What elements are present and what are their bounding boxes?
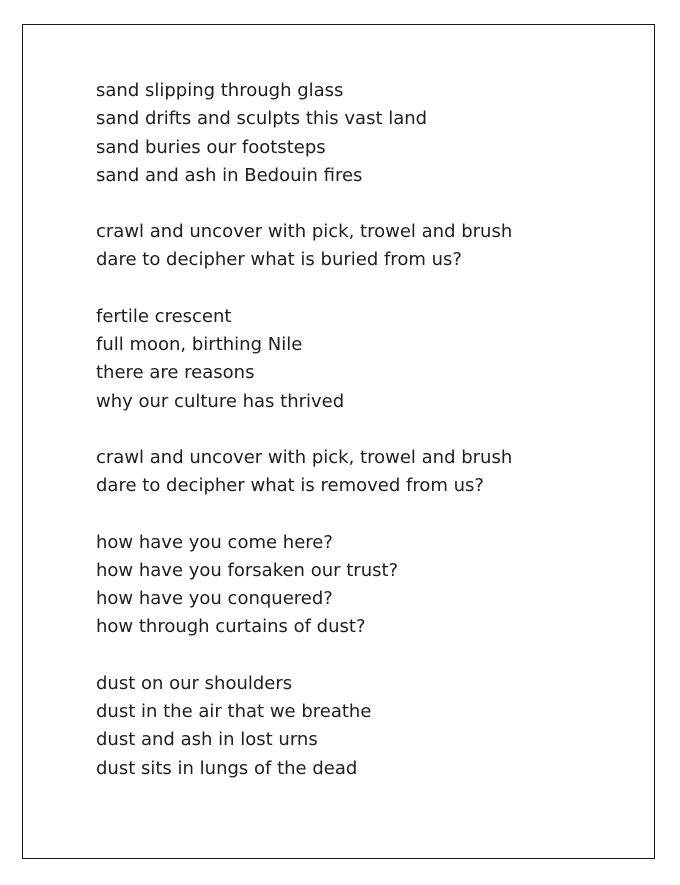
poem-line: dust and ash in lost urns	[96, 729, 318, 751]
poem-line: full moon, birthing Nile	[96, 334, 303, 356]
stanza-2	[96, 218, 636, 275]
poem-line: sand slipping through glass	[96, 80, 344, 101]
poem-line: there are reasons	[96, 362, 255, 384]
poem-line: dust on our shoulders	[96, 672, 293, 694]
poem-line: crawl and uncover with pick, trowel and brush	[96, 221, 513, 243]
poem-body	[96, 77, 636, 811]
stanza-3	[96, 303, 636, 416]
document-page	[22, 24, 655, 859]
poem-line: sand drifts and sculpts this vast land	[96, 108, 428, 130]
stanza-5	[96, 529, 636, 642]
poem-line: dust in the air that we breathe	[96, 701, 372, 723]
poem-line: how have you come here?	[96, 531, 333, 553]
stanza-4	[96, 444, 636, 501]
stanza-1	[96, 77, 636, 190]
stanza-6	[96, 670, 636, 783]
poem-line: dare to decipher what is removed from us?	[96, 475, 484, 497]
poem-line: sand and ash in Bedouin fires	[96, 164, 363, 186]
poem-line: sand buries our footsteps	[96, 136, 326, 158]
poem-line: fertile crescent	[96, 305, 232, 327]
poem-line: why our culture has thrived	[96, 390, 345, 412]
poem-line: how through curtains of dust?	[96, 616, 366, 638]
poem-line: how have you forsaken our trust?	[96, 559, 399, 581]
poem-line: crawl and uncover with pick, trowel and brush	[96, 446, 513, 468]
poem-line: dust sits in lungs of the dead	[96, 757, 358, 779]
poem-line: dare to decipher what is buried from us?	[96, 249, 462, 271]
poem-line: how have you conquered?	[96, 588, 333, 610]
